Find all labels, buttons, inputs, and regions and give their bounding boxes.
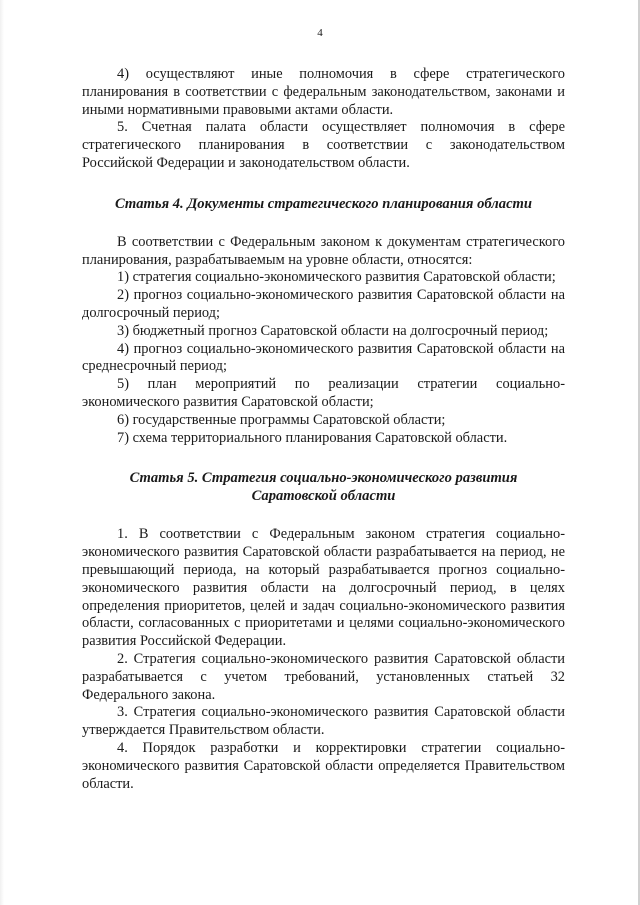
article-5-heading-line-1: Статья 5. Стратегия социально-экономического развития (129, 470, 518, 487)
article-5-heading (82, 469, 565, 505)
list-item: 6) государственные программы Саратовской области; (117, 411, 446, 428)
article-5-heading-line-2: Саратовской области (251, 488, 396, 505)
list-item: 2) прогноз социально-экономического развития Саратовской области на долгосрочный период; (82, 287, 565, 321)
page-number: 4 (317, 27, 323, 39)
paragraph: В соответствии с Федеральным законом к документам стратегического планирования, разрабатываемым на уровне области, относятся: (82, 233, 565, 268)
paragraph: 4) осуществляют иные полномочия в сфере стратегического планирования в соответствии с федеральным законодательством, законами и иными нормативными правовыми актами области. (82, 66, 565, 118)
article-4-heading: Статья 4. Документы стратегического планирования области (114, 195, 533, 212)
list-item: 5) план мероприятий по реализации стратегии социально-экономического развития Саратовской области; (82, 376, 565, 410)
list-item: 4) прогноз социально-экономического развития Саратовской области на среднесрочный период; (82, 340, 565, 375)
paragraph: 2. Стратегия социально-экономического развития Саратовской области разрабатывается с учетом требований, установленных статьей 32 Федерального закона. (82, 650, 565, 703)
list-item: 7) схема территориального планирования Саратовской области. (117, 429, 508, 446)
paragraph: 5. Счетная палата области осуществляет полномочия в сфере стратегического планирования в соответствии с законодательством Российской Федерации и законодательством области. (82, 119, 565, 171)
list-item: 3) бюджетный прогноз Саратовской области на долгосрочный период; (117, 322, 549, 339)
document-body (82, 66, 565, 793)
list-item: 1) стратегия социально-экономического развития Саратовской области; (117, 269, 556, 286)
paragraph: 1. В соответствии с Федеральным законом стратегия социально-экономического развития Саратовской области разрабатывается на период, не превышающий периода, на который разрабатывается прогноз социально-экономического развития области на долгосрочный период, в целях определения приоритетов, целей и задач социально-экономического развития области, согласованных с приоритетами и целями социально-экономического развития Российской Федерации. (82, 526, 565, 650)
paragraph: 4. Порядок разработки и корректировки стратегии социально-экономического развития Саратовской области определяется Правительством области. (82, 739, 565, 792)
paragraph: 3. Стратегия социально-экономического развития Саратовской области утверждается Правительством области. (82, 704, 565, 739)
scan-edge-shade (0, 0, 4, 905)
